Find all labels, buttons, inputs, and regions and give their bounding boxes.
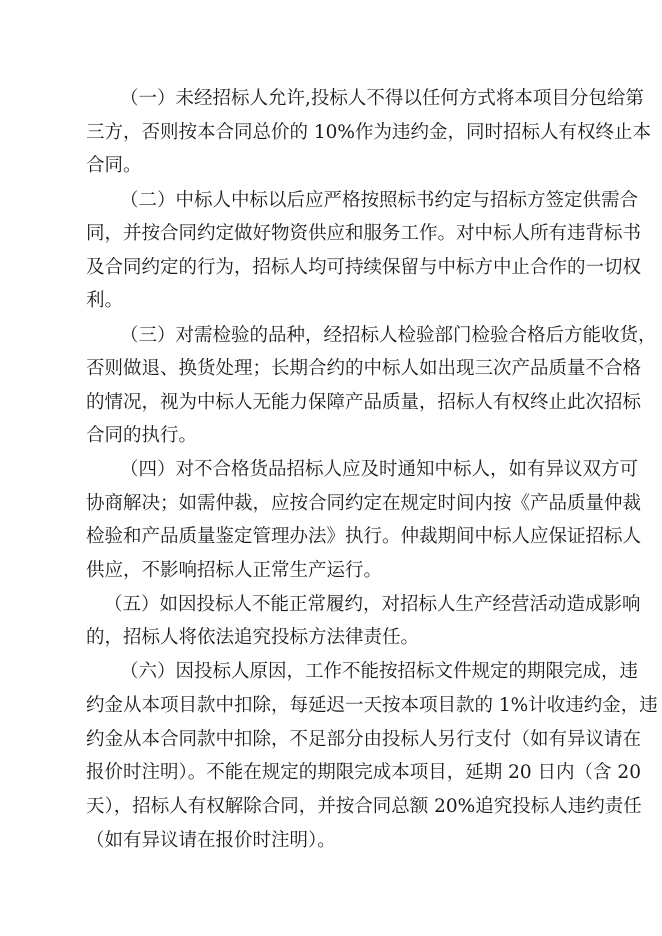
paragraph-6-line: （六）因投标人原因，工作不能按招标文件规定的期限完成，违: [120, 661, 639, 682]
paragraph-1-line: 三方，否则按本合同总价的 10%作为违约金，同时招标人有权终止本: [86, 122, 652, 143]
paragraph-6-line: 报价时注明）。不能在规定的期限完成本项目，延期 20 日内（含 20: [86, 762, 641, 783]
paragraph-4-line: （四）对不合格货品招标人应及时通知中标人，如有异议双方可: [120, 459, 639, 480]
paragraph-6-line: 约金从本项目款中扣除，每延迟一天按本项目款的 1%计收违约金，违: [86, 695, 658, 716]
paragraph-5-line: （五）如因投标人不能正常履约，对招标人生产经营活动造成影响: [104, 594, 641, 615]
paragraph-3-line: （三）对需检验的品种，经招标人检验部门检验合格后方能收货，: [120, 325, 657, 346]
paragraph-6-line: 天），招标人有权解除合同，并按合同总额 20%追究投标人违约责任: [86, 796, 642, 817]
paragraph-1-line: （一）未经招标人允许,投标人不得以任何方式将本项目分包给第: [120, 88, 644, 109]
paragraph-6-line: （如有异议请在报价时注明）。: [86, 830, 336, 851]
paragraph-1-line: 合同。: [86, 155, 142, 176]
paragraph-2-line: 利。: [86, 290, 124, 311]
paragraph-4-line: 供应，不影响招标人正常生产运行。: [86, 560, 383, 581]
paragraph-4-line: 协商解决；如需仲裁，应按合同约定在规定时间内按《产品质量仲裁: [86, 493, 642, 514]
paragraph-2-line: 及合同约定的行为，招标人均可持续保留与中标方中止合作的一切权: [86, 257, 642, 278]
paragraph-4-line: 检验和产品质量鉴定管理办法》执行。仲裁期间中标人应保证招标人: [86, 526, 642, 547]
paragraph-2-line: （二）中标人中标以后应严格按照标书约定与招标方签定供需合: [120, 190, 639, 211]
paragraph-6-line: 约金从本合同款中扣除，不足部分由投标人另行支付（如有异议请在: [86, 729, 642, 750]
paragraph-5-line: 的，招标人将依法追究投标方法律责任。: [86, 627, 420, 648]
paragraph-3-line: 合同的执行。: [86, 425, 198, 446]
paragraph-3-line: 否则做退、换货处理；长期合约的中标人如出现三次产品质量不合格: [86, 358, 642, 379]
paragraph-2-line: 同，并按合同约定做好物资供应和服务工作。对中标人所有违背标书: [86, 223, 642, 244]
paragraph-3-line: 的情况，视为中标人无能力保障产品质量，招标人有权终止此次招标: [86, 392, 642, 413]
